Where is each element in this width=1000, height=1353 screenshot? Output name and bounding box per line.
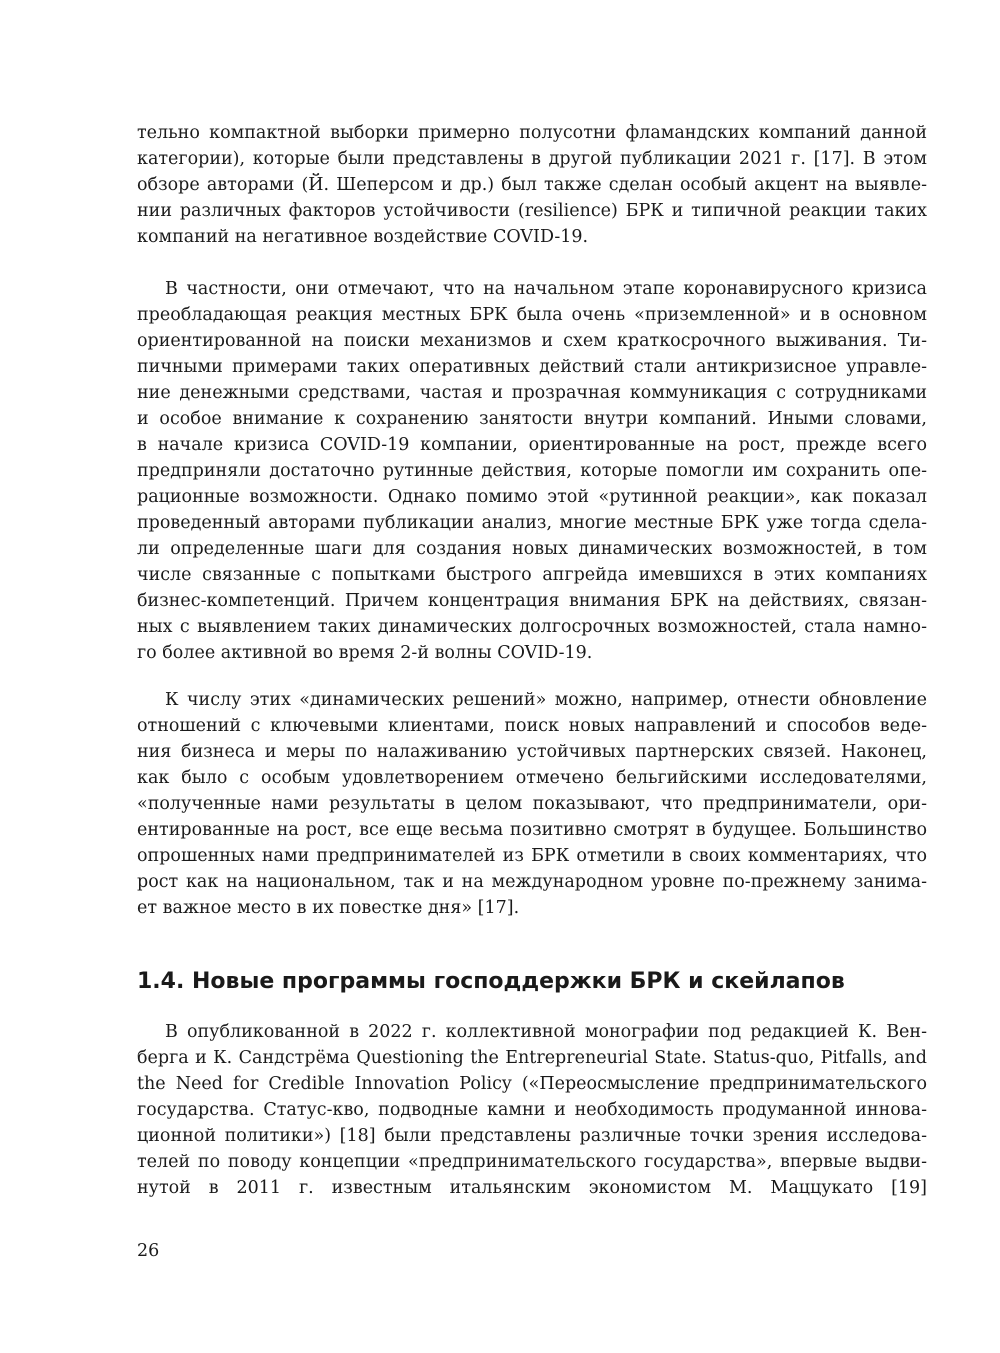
text-line: ет важное место в их повестке дня» [17]. <box>137 898 520 918</box>
text-line: the Need for Credible Innovation Policy («Переосмысление предпринимательского <box>137 1074 927 1094</box>
paragraph-4 <box>137 1019 927 1201</box>
text-line: В частности, они отмечают, что на начальном этапе коронавирусного кризиса <box>165 279 927 299</box>
paragraph-1 <box>137 120 927 250</box>
text-line: ние денежными средствами, частая и прозрачная коммуникация с сотрудниками <box>137 383 927 403</box>
text-line: берга и К. Сандстрёма Questioning the Entrepreneurial State. Status-quo, Pitfalls, and <box>137 1048 927 1068</box>
text-line: числе связанные с попытками быстрого апгрейда имевшихся в этих компаниях <box>137 565 927 585</box>
text-line: ли определенные шаги для создания новых динамических возможностей, в том <box>137 539 927 559</box>
section-heading: 1.4. Новые программы господдержки БРК и скейлапов <box>137 969 845 994</box>
text-line: ционной политики») [18] были представлены различные точки зрения исследова- <box>137 1126 927 1146</box>
text-line: преобладающая реакция местных БРК была очень «приземленной» и в основном <box>137 305 927 325</box>
text-line: компаний на негативное воздействие COVID-19. <box>137 227 589 247</box>
text-line: пичными примерами таких оперативных действий стали антикризисное управле- <box>137 357 927 377</box>
text-line: предприняли достаточно рутинные действия, которые помогли им сохранить опе- <box>137 461 927 481</box>
text-line: отношений с ключевыми клиентами, поиск новых направлений и способов веде- <box>137 716 927 736</box>
text-line: рост как на национальном, так и на международном уровне по-прежнему занима- <box>137 872 927 892</box>
page-number: 26 <box>137 1241 160 1261</box>
text-line: телей по поводу концепции «предпринимательского государства», впервые выдви- <box>137 1152 927 1172</box>
text-line: как было с особым удовлетворением отмечено бельгийскими исследователями, <box>137 768 927 788</box>
text-line: тельно компактной выборки примерно полусотни фламандских компаний данной <box>137 123 927 143</box>
text-line: проведенный авторами публикации анализ, многие местные БРК уже тогда сдела- <box>137 513 927 533</box>
text-line: бизнес-компетенций. Причем концентрация внимания БРК на действиях, связан- <box>137 591 927 611</box>
text-line: ния бизнеса и меры по налаживанию устойчивых партнерских связей. Наконец, <box>137 742 927 762</box>
text-line: «полученные нами результаты в целом показывают, что предприниматели, ори- <box>137 794 927 814</box>
text-line: ориентированной на поиски механизмов и схем краткосрочного выживания. Ти- <box>137 331 927 351</box>
text-line: ных с выявлением таких динамических долгосрочных возможностей, стала намно- <box>137 617 927 637</box>
text-line: опрошенных нами предпринимателей из БРК отметили в своих комментариях, что <box>137 846 927 866</box>
text-line: нутой в 2011 г. известным итальянским экономистом М. Маццукато [19] <box>137 1178 927 1198</box>
text-line: ентированные на рост, все еще весьма позитивно смотрят в будущее. Большинство <box>137 820 927 840</box>
text-line: государства. Статус-кво, подводные камни и необходимость продуманной иннова- <box>137 1100 927 1120</box>
paragraph-2 <box>137 276 927 666</box>
text-line: го более активной во время 2-й волны COVID-19. <box>137 643 593 663</box>
text-line: К числу этих «динамических решений» можно, например, отнести обновление <box>165 690 927 710</box>
text-line: В опубликованной в 2022 г. коллективной монографии под редакцией К. Вен- <box>165 1022 927 1042</box>
text-line: в начале кризиса COVID-19 компании, ориентированные на рост, прежде всего <box>137 435 927 455</box>
text-line: нии различных факторов устойчивости (resilience) БРК и типичной реакции таких <box>137 201 927 221</box>
text-line: категории), которые были представлены в другой публикации 2021 г. [17]. В этом <box>137 149 927 169</box>
text-line: и особое внимание к сохранению занятости внутри компаний. Иными словами, <box>137 409 927 429</box>
text-line: рационные возможности. Однако помимо этой «рутинной реакции», как показал <box>137 487 927 507</box>
text-line: обзоре авторами (Й. Шеперсом и др.) был также сделан особый акцент на выявле- <box>137 175 927 195</box>
paragraph-3 <box>137 687 927 921</box>
